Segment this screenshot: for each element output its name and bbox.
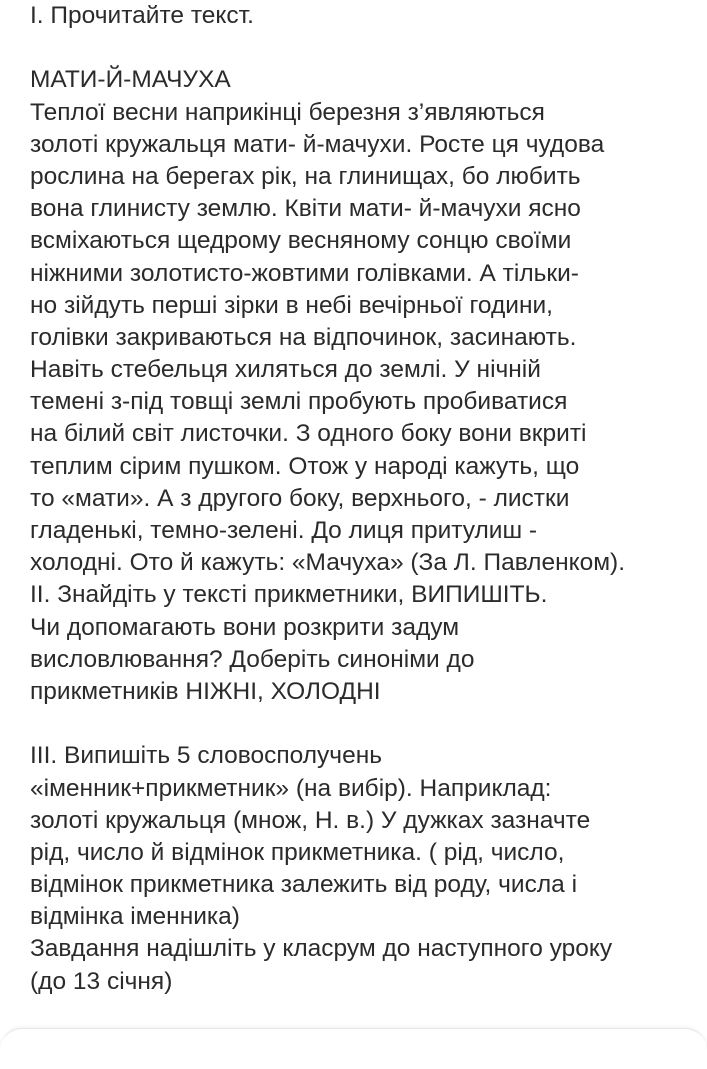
text-line: голівки закриваються на відпочинок, засинають. [30, 323, 577, 351]
task2-line: висловлювання? Доберіть синоніми до [30, 645, 475, 673]
text-line: всміхаються щедрому весняному сонцю своїми [30, 227, 572, 255]
text-line: Теплої весни наприкінці березня з’являються [30, 98, 545, 126]
task3-line: «іменник+прикметник» (на вибір). Наприклад: [30, 774, 552, 802]
task3-line: золоті кружальця (множ, Н. в.) У дужках зазначте [30, 806, 591, 834]
text-line: но зійдуть перші зірки в небі вечірньої години, [30, 291, 553, 319]
text-line: рослина на берегах рік, на глинищах, бо любить [30, 162, 581, 190]
text-line: золоті кружальця мати- й-мачухи. Росте ця чудова [30, 130, 605, 158]
text-line: Навіть стебельця хиляться до землі. У нічній [30, 356, 541, 384]
text-line: на білий світ листочки. З одного боку вони вкриті [30, 420, 587, 448]
blank-line [30, 708, 700, 740]
task3-line: рід, число й відмінок прикметника. ( рід, число, [30, 838, 565, 866]
document-body [30, 0, 700, 998]
text-line: гладенькі, темно-зелені. До лиця притулиш - [30, 517, 538, 544]
task1-heading: I. Прочитайте текст. [30, 2, 254, 29]
text-title: МАТИ-Й-МАЧУХА [30, 66, 231, 94]
task3-line: III. Випишіть 5 словосполучень [30, 742, 382, 770]
text-line: темені з-під товщі землі пробують пробиватися [30, 388, 568, 416]
task2-line: Чи допомагають вони розкрити задум [30, 613, 460, 641]
bottom-card-edge [0, 1028, 707, 1069]
blank-line [30, 32, 700, 64]
text-line: холодні. Ото й кажуть: «Мачуха» (За Л. Павленком). [30, 549, 626, 577]
task3-line: Завдання надішліть у класрум до наступного уроку [30, 935, 613, 963]
task3-line: відмінка іменника) [30, 903, 240, 931]
text-line: теплим сірим пушком. Отож у народі кажуть, що [30, 452, 580, 480]
text-line: то «мати». А з другого боку, верхнього, - листки [30, 484, 570, 512]
task3-line: відмінок прикметника залежить від роду, числа і [30, 871, 578, 899]
text-line: ніжними золотисто-жовтими голівками. А тільки- [30, 259, 579, 287]
task2-line: прикметників НІЖНІ, ХОЛОДНІ [30, 677, 381, 705]
text-line: вона глинисту землю. Квіти мати- й-мачухи ясно [30, 195, 581, 223]
task3-line: (до 13 січня) [30, 967, 173, 995]
task2-line: II. Знайдіть у тексті прикметники, ВИПИШІТЬ. [30, 581, 548, 609]
